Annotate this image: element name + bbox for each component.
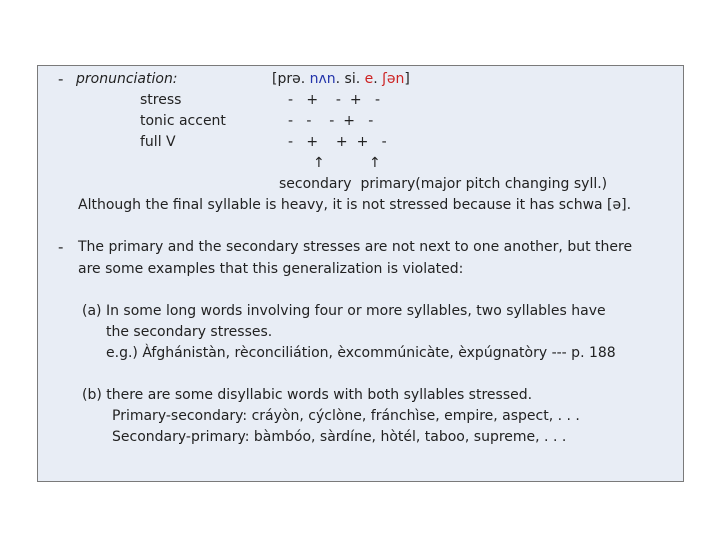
row-label-tonic-accent: tonic accent <box>140 113 226 129</box>
row-marks-tonic-accent: - - - + - <box>288 113 374 129</box>
item-b-secondary-primary: Secondary-primary: bàmbóo, sàrdíne, hòtél, taboo, supreme, . . . <box>112 429 567 445</box>
content-panel <box>37 65 684 482</box>
transcription-syllable-5: ʃən <box>382 71 405 87</box>
arrow-up-right-icon: ↑ <box>369 155 381 171</box>
phonetic-transcription <box>272 70 410 88</box>
item-a-line-1: (a) In some long words involving four or more syllables, two syllables have <box>82 303 606 319</box>
pronunciation-heading: pronunciation: <box>76 71 178 87</box>
transcription-syllable-2: nʌn <box>309 71 336 87</box>
row-label-stress: stress <box>140 92 182 108</box>
schwa-note: Although the final syllable is heavy, it is not stressed because it has schwa [ə]. <box>78 197 632 213</box>
arrow-up-left-icon: ↑ <box>313 155 325 171</box>
transcription-close: ] <box>404 71 410 87</box>
section2-line-2: are some examples that this generalization is violated: <box>78 261 464 277</box>
item-b-primary-secondary: Primary-secondary: cráyòn, cýclòne, fránchìse, empire, aspect, . . . <box>112 408 580 424</box>
transcription-dot: . <box>373 71 383 87</box>
transcription-mid: . si. <box>335 71 365 87</box>
row-marks-stress: - + - + - <box>288 92 381 108</box>
transcription-syllable-4: e <box>364 71 374 87</box>
item-b-line-1: (b) there are some disyllabic words with both syllables stressed. <box>82 387 533 403</box>
arrow-caption: secondary primary(major pitch changing syll.) <box>279 176 608 192</box>
row-label-full-v: full V <box>140 134 176 150</box>
row-marks-full-v: - + + + - <box>288 134 387 150</box>
item-a-line-2: the secondary stresses. <box>106 324 273 340</box>
bullet-dash-2: - <box>58 238 64 256</box>
section2-line-1: The primary and the secondary stresses are not next to one another, but there <box>78 239 633 255</box>
item-a-examples: e.g.) Àfghánistàn, rèconciliátion, èxcommúnicàte, èxpúgnatòry --- p. 188 <box>106 345 616 361</box>
bullet-dash: - <box>58 70 64 88</box>
transcription-open: [prə. <box>272 71 310 87</box>
